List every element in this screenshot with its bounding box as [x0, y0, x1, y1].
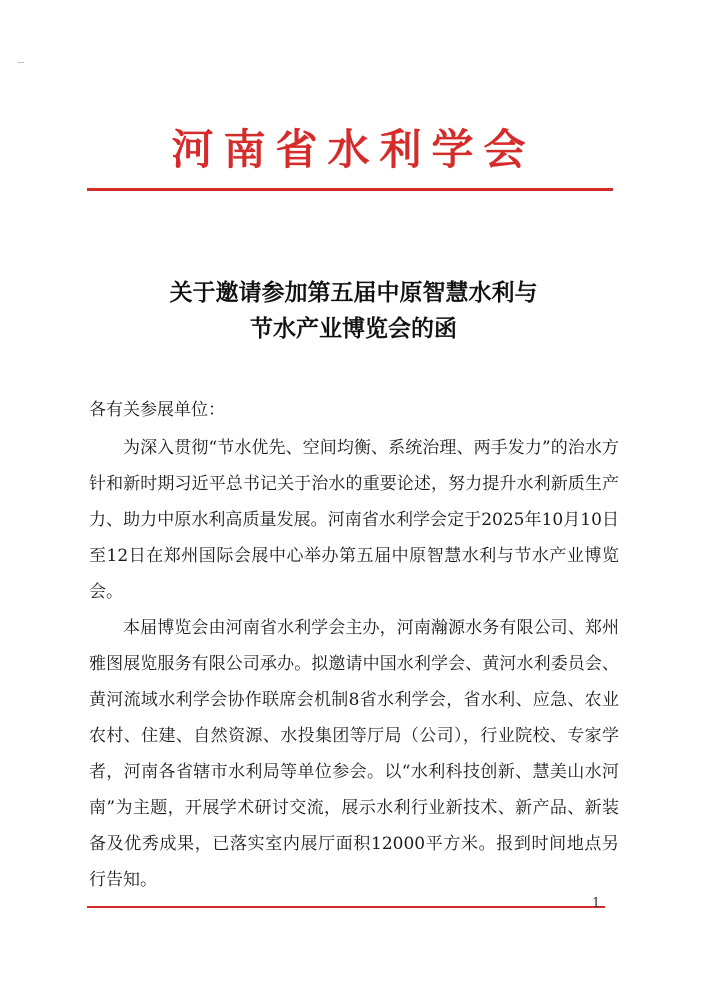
body-paragraph-1: 为深入贯彻“节水优先、空间均衡、系统治理、两手发力”的治水方针和新时期习近平总书记关于治水的重要论述，努力提升水利新质生产力、助力中原水利高质量发展。河南省水利学会定于2025年10月10日至12日在郑州国际会展中心举办第五届中原智慧水利与节水产业博览会。: [89, 438, 619, 602]
salutation: 各有关参展单位：: [89, 400, 225, 420]
document-title: [0, 275, 707, 347]
document-title-line-1: 关于邀请参加第五届中原智慧水利与: [169, 279, 538, 306]
scan-speck: [18, 62, 24, 63]
body-paragraph-2: 本届博览会由河南省水利学会主办，河南瀚源水务有限公司、郑州雅图展览服务有限公司承办。拟邀请中国水利学会、黄河水利委员会、黄河流域水利学会协作联席会机制8省水利学会，省水利、应急、农业农村、住建、自然资源、水投集团等厅局（公司），行业院校、专家学者，河南各省辖市水利局等单位参会。以“水利科技创新、慧美山水河南”为主题，开展学术研讨交流，展示水利行业新技术、新产品、新装备及优秀成果，已落实室内展厅面积12000平方米。报到时间地点另行告知。: [89, 618, 619, 890]
document-body: [89, 430, 619, 898]
document-title-line-2: 节水产业博览会的函: [250, 315, 457, 342]
letterhead-org-name: 河南省水利学会: [171, 125, 536, 174]
footer-red-rule: [87, 906, 605, 908]
page-number: 1: [592, 896, 601, 911]
letterhead-red-rule: [87, 188, 613, 191]
